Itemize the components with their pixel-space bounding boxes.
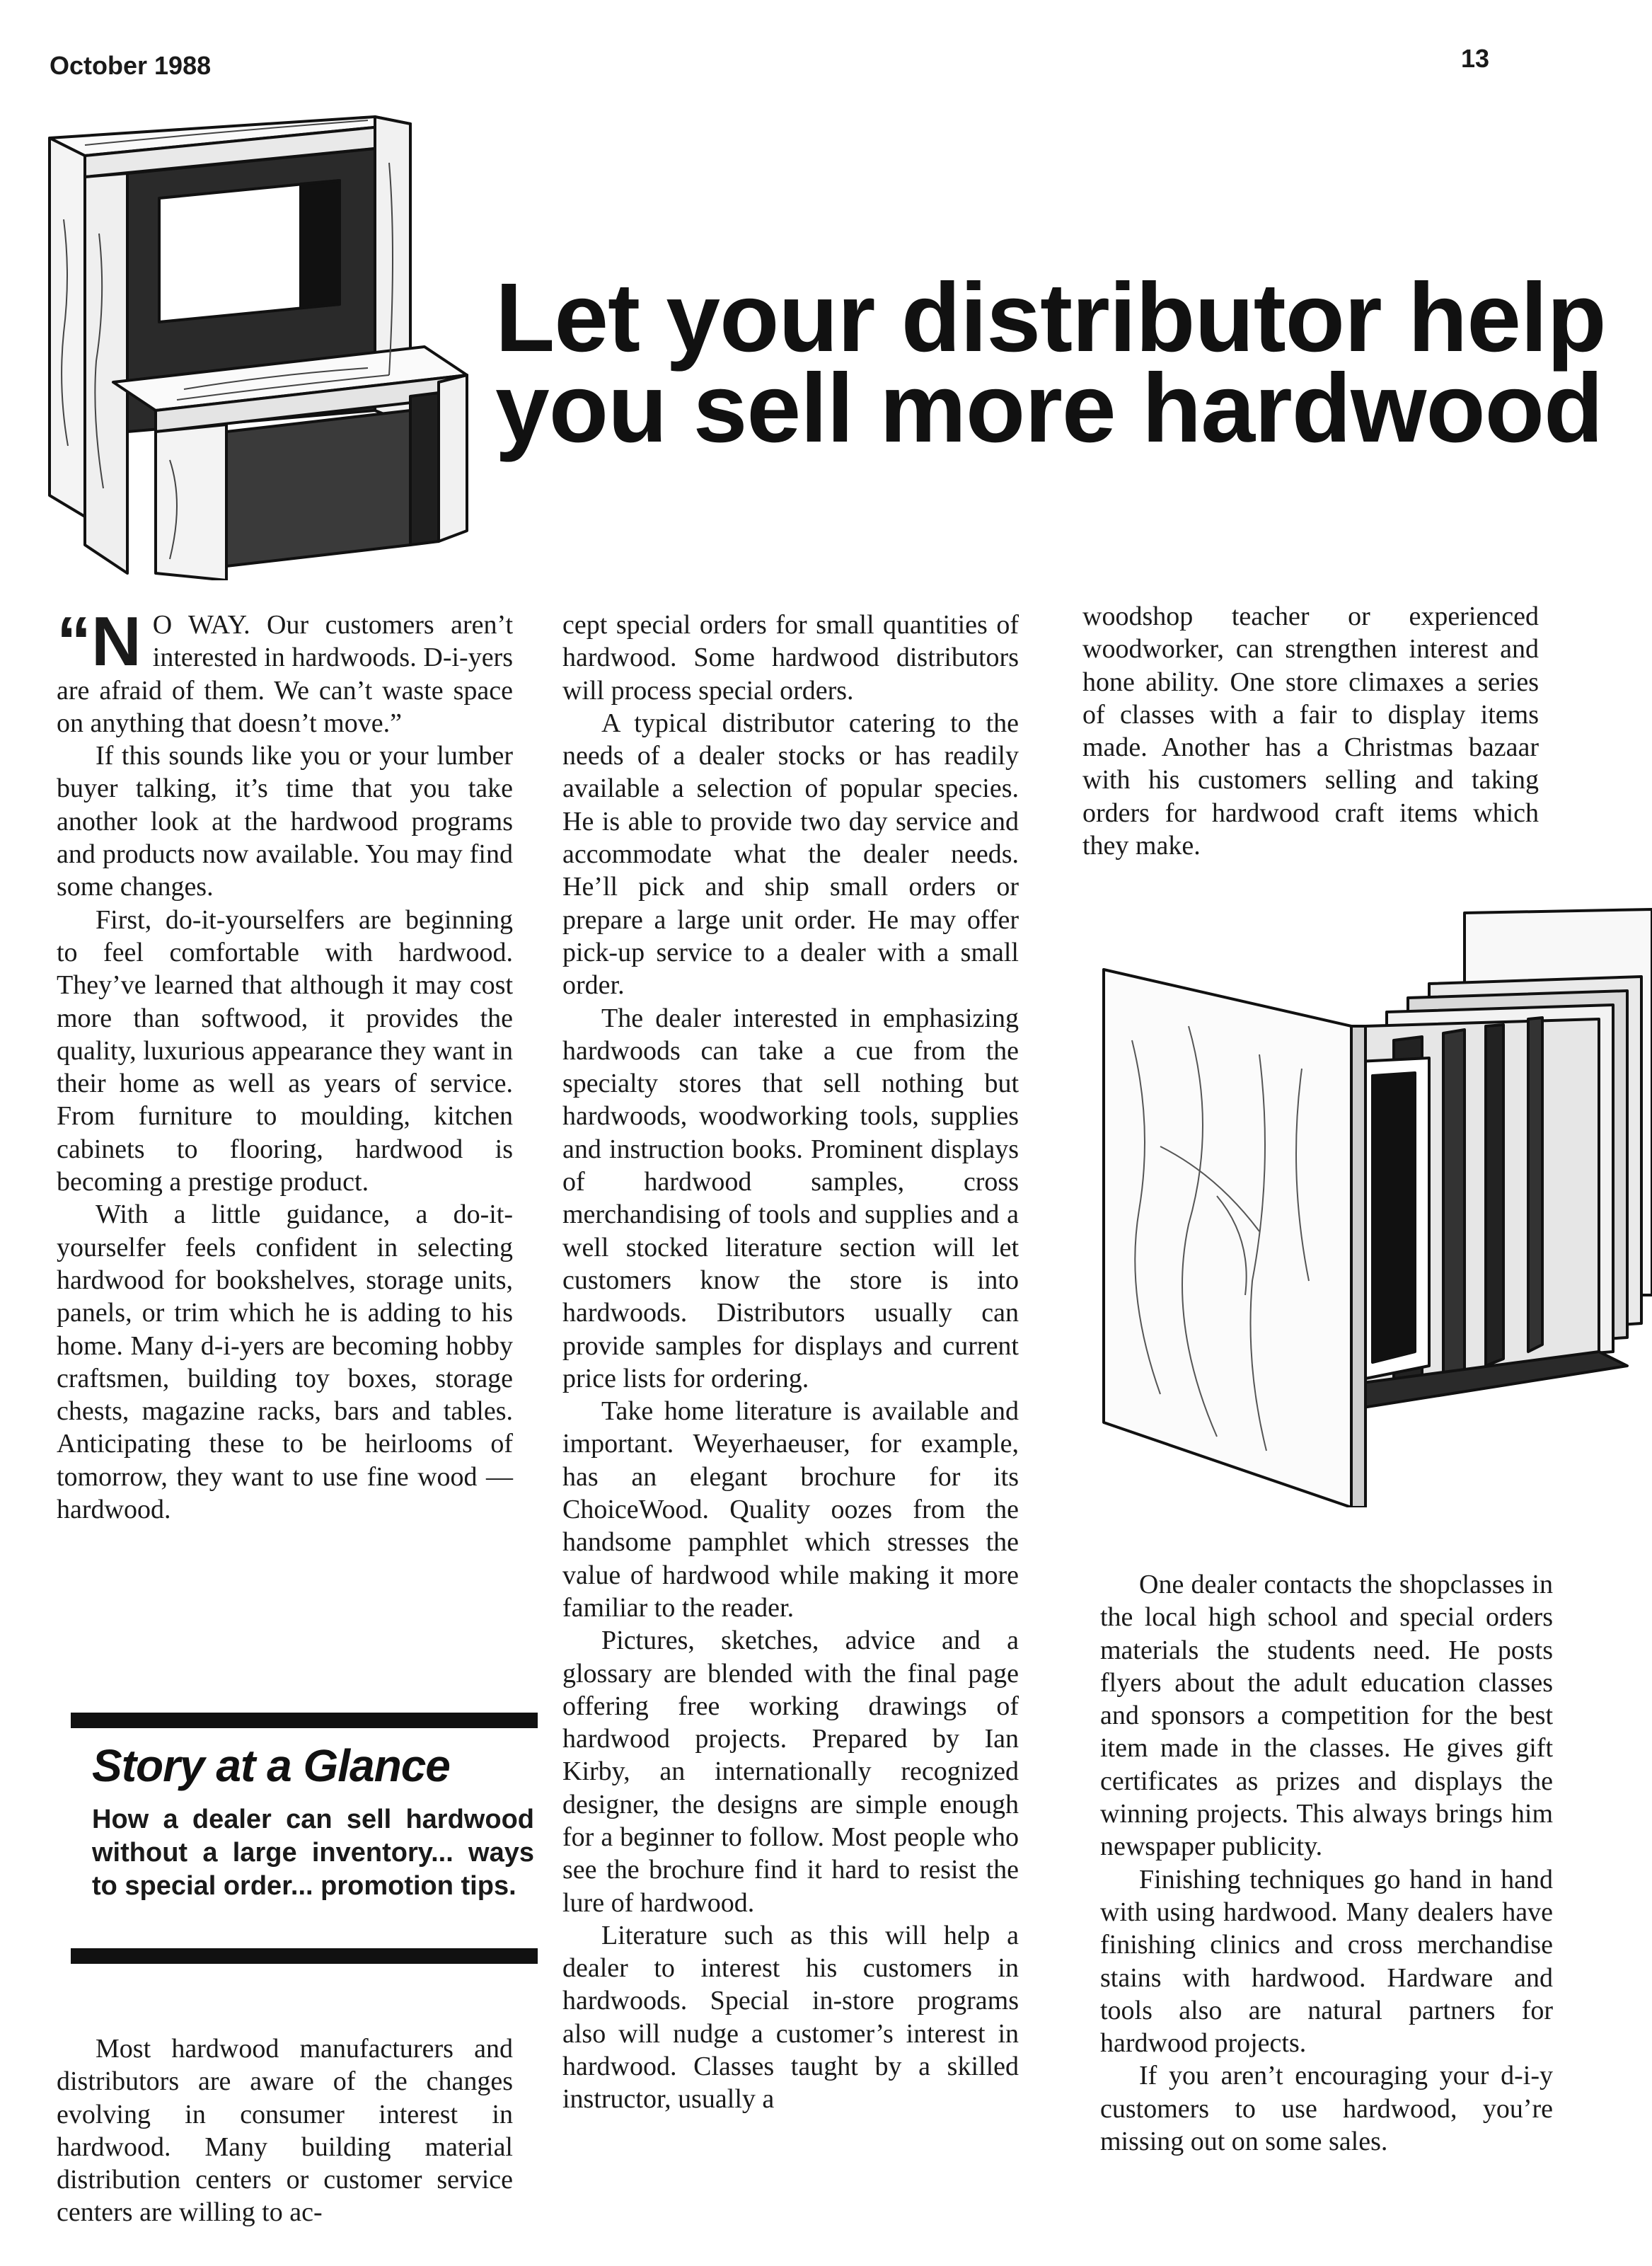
article-column-1: [57, 602, 513, 1526]
article-paragraph: Most hardwood manufacturers and distributors are aware of the changes evolving in consumer interest in hardwood. Many building material distribution centers or customer service centers are willing to ac-: [57, 2034, 513, 2228]
headline-line-1: Let your distributor help: [495, 263, 1606, 372]
headline: [495, 263, 1627, 463]
article-paragraph: First, do-it-yourselfers are beginning to feel comfortable with hardwood. They’ve learned that although it may cost more than softwood, it provides the quality, luxurious appearance they want in their home as well as years of service. From furniture to moulding, kitchen cabinets to flooring, hardwood is becoming a prestige product.: [57, 904, 513, 1197]
sidebar-bottom-rule: [71, 1948, 538, 1964]
article-paragraph: cept special orders for small quantities of hardwood. Some hardwood distributors will process special orders.: [562, 610, 1019, 706]
sidebar-summary: How a dealer can sell hardwood without a large inventory... ways to special order... promotion tips.: [92, 1805, 534, 1901]
drop-cap: “N: [57, 602, 141, 680]
article-column-3: [1082, 600, 1539, 862]
article-paragraph: One dealer contacts the shopclasses in the local high school and special orders materials the students need. He posts flyers about the adult education classes and sponsors a competition for the best item made in the classes. He gives gift certificates as prizes and displays the winning projects. This always brings him newspaper publicity.: [1100, 1570, 1553, 1862]
lead-paragraph: “N O WAY. Our customers aren’t interested in hardwoods. D-i-yers are afraid of them. We can’t waste space on anything that doesn’t move.”: [57, 602, 513, 738]
page-number: 13: [1461, 44, 1490, 73]
article-column-2: [562, 609, 1019, 2116]
article-column-1-continued: [57, 2032, 513, 2229]
step-stool-illustration: [42, 78, 509, 580]
sidebar-top-rule: [71, 1713, 538, 1728]
shelf-unit-illustration: [1090, 899, 1652, 1507]
article-paragraph: Take home literature is available and important. Weyerhaeuser, for example, has an elegant brochure for its ChoiceWood. Quality oozes from the handsome pamphlet which stresses the value of hardwood while making it more familiar to the reader.: [562, 1396, 1019, 1623]
article-paragraph: If you aren’t encouraging your d-i-y customers to use hardwood, you’re missing out on some sales.: [1100, 2061, 1553, 2157]
sidebar-title: Story at a Glance: [92, 1740, 450, 1791]
article-paragraph: If this sounds like you or your lumber buyer talking, it’s time that you take another look at the hardwood programs and products now available. You may find some changes.: [57, 741, 513, 902]
article-paragraph: The dealer interested in emphasizing hardwoods can take a cue from the specialty stores that sell nothing but hardwoods, woodworking tools, supplies and instruction books. Prominent displays of hardwood samples, cross merchandising of tools and supplies and a well stocked literature section will let customers know the store is into hardwoods. Distributors usually can provide samples for displays and current price lists for ordering.: [562, 1003, 1019, 1393]
article-paragraph: With a little guidance, a do-it-yourselfer feels confident in selecting hardwood for bookshelves, storage units, panels, or trim which he is adding to his home. Many d-i-yers are becoming hobby craftsmen, building toy boxes, storage chests, magazine racks, bars and tables. Anticipating these to be heirlooms of tomorrow, they want to use fine wood — hardwood.: [57, 1200, 513, 1525]
article-paragraph: woodshop teacher or experienced woodworker, can strengthen interest and hone ability. One store climaxes a series of classes with a fair to display items made. Another has a Christmas bazaar with his customers selling and taking orders for hardwood craft items which they make.: [1082, 602, 1539, 861]
story-at-a-glance-box: [71, 1713, 538, 1964]
article-paragraph: Literature such as this will help a dealer to interest his customers in hardwoods. Special in-store programs also will nudge a customer’s interest in hardwood. Classes taught by a skilled instructor, usually a: [562, 1920, 1019, 2115]
headline-line-2: you sell more hardwood: [495, 354, 1603, 463]
article-paragraph: Pictures, sketches, advice and a glossary are blended with the final page offering free working drawings of hardwood projects. Prepared by Ian Kirby, an internationally recognized designer, the designs are simple enough for a beginner to follow. Most people who see the brochure find it hard to resist the lure of hardwood.: [562, 1626, 1019, 1918]
article-paragraph: A typical distributor catering to the needs of a dealer stocks or has readily available a selection of popular species. He is able to provide two day service and accommodate what the dealer needs. He’ll pick and ship small orders or prepare a large unit order. He may offer pick-up service to a dealer with a small order.: [562, 708, 1019, 1001]
article-column-3-continued: [1100, 1568, 1553, 2158]
article-paragraph: Finishing techniques go hand in hand with using hardwood. Many dealers have finishing clinics and cross merchandise stains with hardwood. Hardware and tools also are natural partners for hardwood projects.: [1100, 1864, 1553, 2059]
issue-date: October 1988: [50, 51, 212, 80]
